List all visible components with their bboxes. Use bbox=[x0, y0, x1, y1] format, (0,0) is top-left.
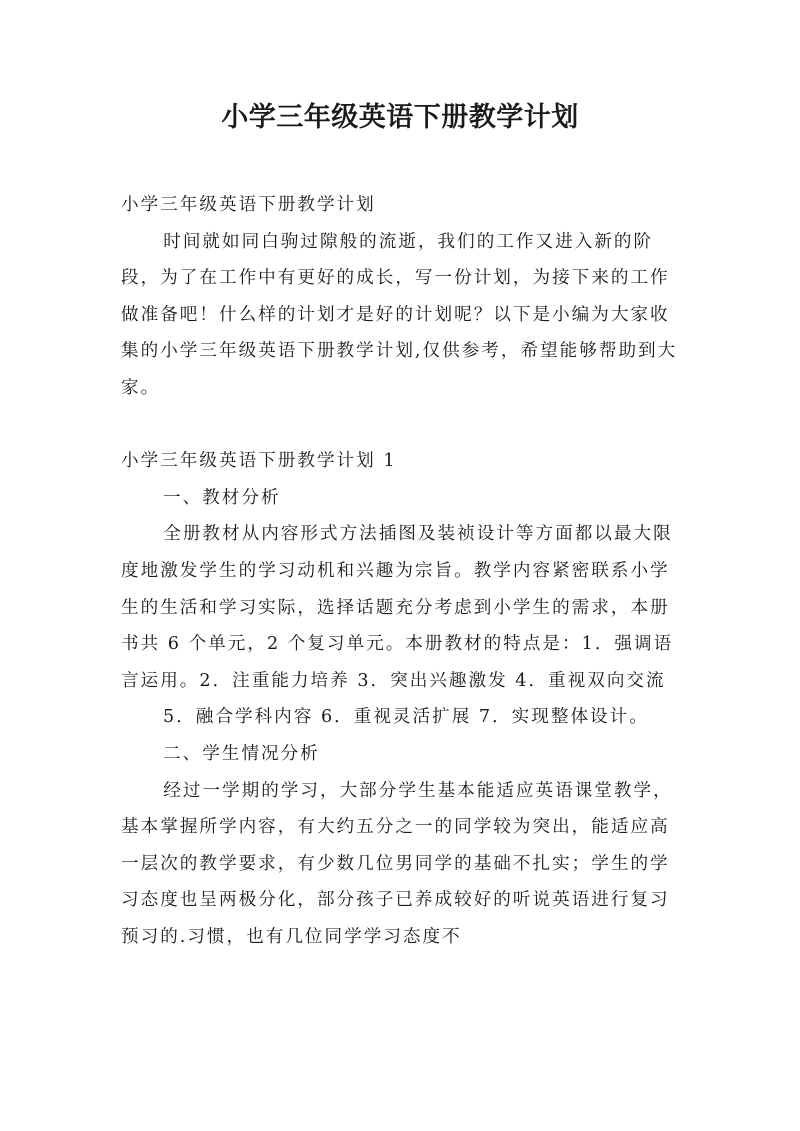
section-1-heading: 小学三年级英语下册教学计划 1 bbox=[121, 451, 397, 472]
document-body bbox=[121, 187, 687, 955]
paragraph-spacer bbox=[121, 407, 687, 444]
part-2-heading: 二、学生情况分析 bbox=[163, 743, 320, 764]
part-1-paragraph: 全册教材从内容形式方法插图及装祯设计等方面都以最大限度地激发学生的学习动机和兴趣为宗旨。教学内容紧密联系小学生的生活和学习实际，选择话题充分考虑到小学生的需求，本册书共 6 个单元，2 个复习单元。本册教材的特点是：1．强调语言运用。2．注重能力培养 3．突出兴趣激发 4．重视双向交流 bbox=[121, 524, 674, 691]
document-title: 小学三年级英语下册教学计划 bbox=[221, 102, 579, 133]
intro-paragraph: 时间就如同白驹过隙般的流逝，我们的工作又进入新的阶段，为了在工作中有更好的成长，写一份计划，为接下来的工作做准备吧！什么样的计划才是好的计划呢？以下是小编为大家收集的小学三年级英语下册教学计划,仅供参考，希望能够帮助到大家。 bbox=[121, 231, 678, 398]
part-1-list-line: 5．融合学科内容 6．重视灵活扩展 7．实现整体设计。 bbox=[163, 707, 649, 728]
part-2-paragraph: 经过一学期的学习，大部分学生基本能适应英语课堂教学，基本掌握所学内容，有大约五分之一的同学较为突出，能适应高一层次的教学要求，有少数几位男同学的基础不扎实；学生的学习态度也呈两极分化，部分孩子已养成较好的听说英语进行复习预习的.习惯，也有几位同学学习态度不 bbox=[121, 780, 673, 947]
part-1-heading: 一、教材分析 bbox=[163, 487, 281, 508]
intro-heading: 小学三年级英语下册教学计划 bbox=[121, 195, 376, 215]
